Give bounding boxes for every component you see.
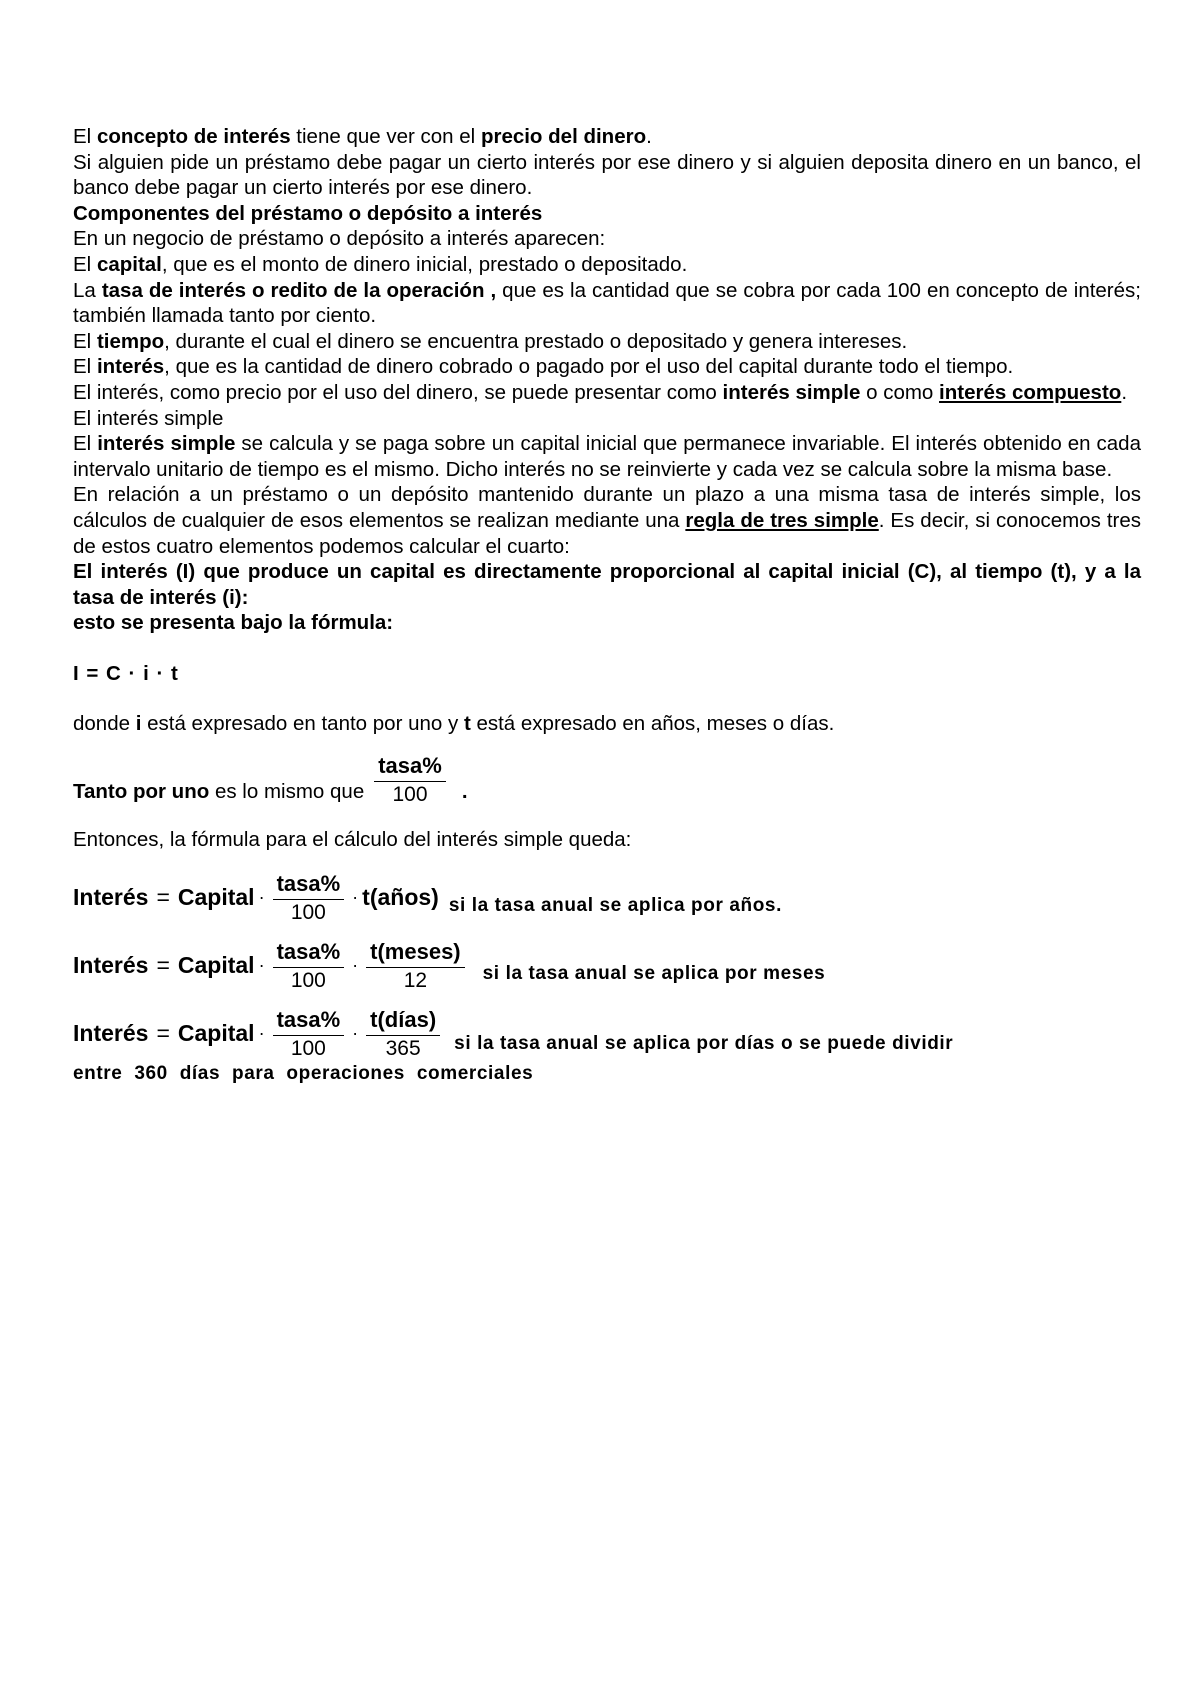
paragraph-then: Entonces, la fórmula para el cálculo del interés simple queda:	[73, 828, 632, 852]
paragraph-loan: Si alguien pide un préstamo debe pagar un cierto interés por ese dinero y si alguien deposita dinero en un banco, el banco debe pagar un cierto interés por ese dinero.	[73, 150, 1141, 200]
equation-days-note: entre 360 días para operaciones comerciales	[73, 1062, 534, 1084]
heading-simple-interest: El interés simple	[73, 406, 224, 430]
paragraph-appear: En un negocio de préstamo o depósito a interés aparecen:	[73, 227, 606, 251]
paragraph-proportional: El interés (I) que produce un capital es directamente proporcional al capital inicial (C), al tiempo (t), y a la tasa de interés (i):	[73, 560, 1141, 609]
paragraph-simple-interest: El interés simple se calcula y se paga sobre un capital inicial que permanece invariable. El interés obtenido en cada intervalo unitario de tiempo es el mismo. Dicho interés no se reinvierte y cada vez se calcula sobre la misma base.	[73, 432, 1141, 481]
paragraph-interest-types: El interés, como precio por el uso del dinero, se puede presentar como interés simple o como interés compuesto.	[73, 380, 1128, 404]
fraction-tasa: $\frac{\text{tasa\%}}{100}$	[273, 1007, 345, 1061]
formula-basic: I = C · i · t	[73, 661, 179, 685]
link-compound-interest[interactable]: interés compuesto	[939, 380, 1122, 404]
equation-years: Interés = Capital · $\frac{\text{tasa\%}}{100}$ · t(años) si la tasa anual se aplica por años.	[73, 870, 782, 924]
document-page	[73, 124, 1141, 1086]
paragraph-capital: El capital, que es el monto de dinero inicial, prestado o depositado.	[73, 252, 688, 276]
fraction-months: $\frac{\text{t(meses)}}{12}$	[366, 939, 464, 993]
fraction-tasa-100: $\frac{\text{tasa\%}}{100}$	[374, 753, 446, 807]
paragraph-formula-intro: esto se presenta bajo la fórmula:	[73, 611, 394, 635]
fraction-tasa: $\frac{\text{tasa\%}}{100}$	[273, 939, 345, 993]
paragraph-rule-of-three: En relación a un préstamo o un depósito mantenido durante un plazo a una misma tasa de interés simple, los cálculos de cualquier de esos elementos se realizan mediante una regla de tres simple. Es decir, si conocemos tres de estos cuatro elementos podemos calcular el cuarto:	[73, 483, 1142, 558]
link-rule-of-three[interactable]: regla de tres simple	[685, 508, 879, 532]
tanto-por-uno-line: Tanto por uno es lo mismo que $\frac{\text{tasa\%}}{100}$ .	[73, 753, 468, 807]
heading-components: Componentes del préstamo o depósito a interés	[73, 201, 543, 225]
fraction-tasa: $\frac{\text{tasa\%}}{100}$	[273, 871, 345, 925]
paragraph-intro: El concepto de interés tiene que ver con el precio del dinero.	[73, 125, 652, 148]
fraction-days: $\frac{\text{t(días)}}{365}$	[366, 1007, 440, 1061]
paragraph-rate: La tasa de interés o redito de la operación , que es la cantidad que se cobra por cada 100 en concepto de interés; también llamada tanto por ciento.	[73, 278, 1141, 328]
equation-months: Interés = Capital · $\frac{\text{tasa\%}}{100}$ · $\frac{\text{t(meses)}}{12}$ si la tasa anual se aplica por meses	[73, 938, 826, 992]
paragraph-where: donde i está expresado en tanto por uno y t está expresado en años, meses o días.	[73, 712, 835, 736]
paragraph-time: El tiempo, durante el cual el dinero se encuentra prestado o depositado y genera intereses.	[73, 329, 908, 353]
equation-days: Interés = Capital · $\frac{\text{tasa\%}}{100}$ · $\frac{\text{t(días)}}{365}$ si la tasa anual se aplica por días o se puede dividir	[73, 1006, 954, 1060]
paragraph-interest: El interés, que es la cantidad de dinero cobrado o pagado por el uso del capital durante todo el tiempo.	[73, 355, 1014, 379]
